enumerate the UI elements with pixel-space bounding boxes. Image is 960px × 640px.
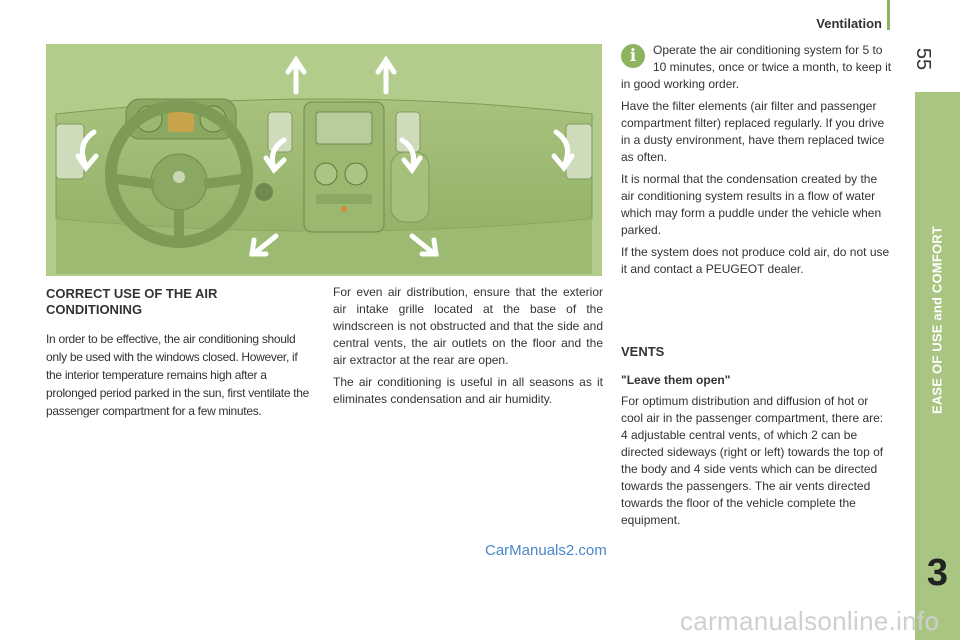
maintenance-info-section (621, 42, 893, 283)
vents-subheading: "Leave them open" (621, 373, 731, 387)
correct-use-heading: CORRECT USE OF THE AIR CONDITIONING (46, 286, 218, 317)
page-number: 55 (912, 47, 934, 71)
hvac-knob-right (345, 163, 367, 185)
ignition-lock (255, 183, 273, 201)
dashboard-svg (46, 44, 602, 276)
correct-use-body: In order to be effective, the air conditioning should only be used with the windows closed. However, if the interior temperature remains high after a prolonged period parked in the sun, first ventilate the passenger compartment for a few minutes. (46, 332, 310, 418)
info-icon: i (621, 44, 645, 68)
chapter-label-wrap (915, 92, 960, 547)
air-distribution-section (333, 284, 603, 413)
air-distribution-paragraph-2: The air conditioning is useful in all seasons as it eliminates condensation and air humidity. (333, 375, 603, 406)
chapter-label: EASE OF USE and COMFORT (929, 225, 945, 415)
chapter-number: 3 (926, 552, 949, 594)
vents-heading: VENTS (621, 344, 665, 359)
maintenance-paragraph-4: If the system does not produce cold air, do not use it and contact a PEUGEOT dealer. (621, 245, 890, 276)
gear-lever-housing (391, 152, 429, 222)
switch-strip (316, 194, 372, 204)
correct-use-section (46, 286, 316, 420)
radio-unit (316, 112, 372, 144)
vents-section (621, 344, 893, 529)
hazard-switch (341, 206, 347, 212)
watermark-carmanuals2[interactable]: CarManuals2.com (485, 542, 607, 559)
maintenance-paragraph-1 (621, 42, 893, 93)
brand-badge (173, 171, 185, 183)
maintenance-paragraph-2: Have the filter elements (air filter and passenger compartment filter) replaced regularly. If you drive in a dusty environment, have them replaced twice as often. (621, 99, 885, 164)
maintenance-paragraph-1-text: Operate the air conditioning system for 5 to 10 minutes, once or twice a month, to keep it in good working order. (621, 43, 892, 91)
watermark-carmanualsonline: carmanualsonline.info (680, 606, 940, 636)
chapter-side-tab (915, 92, 960, 640)
vents-body: For optimum distribution and diffusion of hot or cool air in the passenger compartment, there are: 4 adjustable central vents, of which 2 can be directed sideways (right or left) towards the top of the body and 4 side vents which can be directed towards the passengers. The air vents directed towards the floor of the vehicle complete the equipment. (621, 394, 884, 527)
maintenance-paragraph-3: It is normal that the condensation created by the air conditioning system results in a flow of water which may form a puddle under the vehicle when parked. (621, 172, 882, 237)
dashboard-illustration (46, 44, 602, 276)
header-rule (887, 0, 890, 30)
page-section-title: Ventilation (816, 16, 882, 31)
air-distribution-paragraph-1: For even air distribution, ensure that the exterior air intake grille located at the base of the windscreen is not obstructed and that the side and central vents, the air outlets on the floor and the air extractor at the rear are open. (333, 285, 603, 367)
side-vent-left (56, 124, 84, 179)
hvac-knob-left (315, 163, 337, 185)
